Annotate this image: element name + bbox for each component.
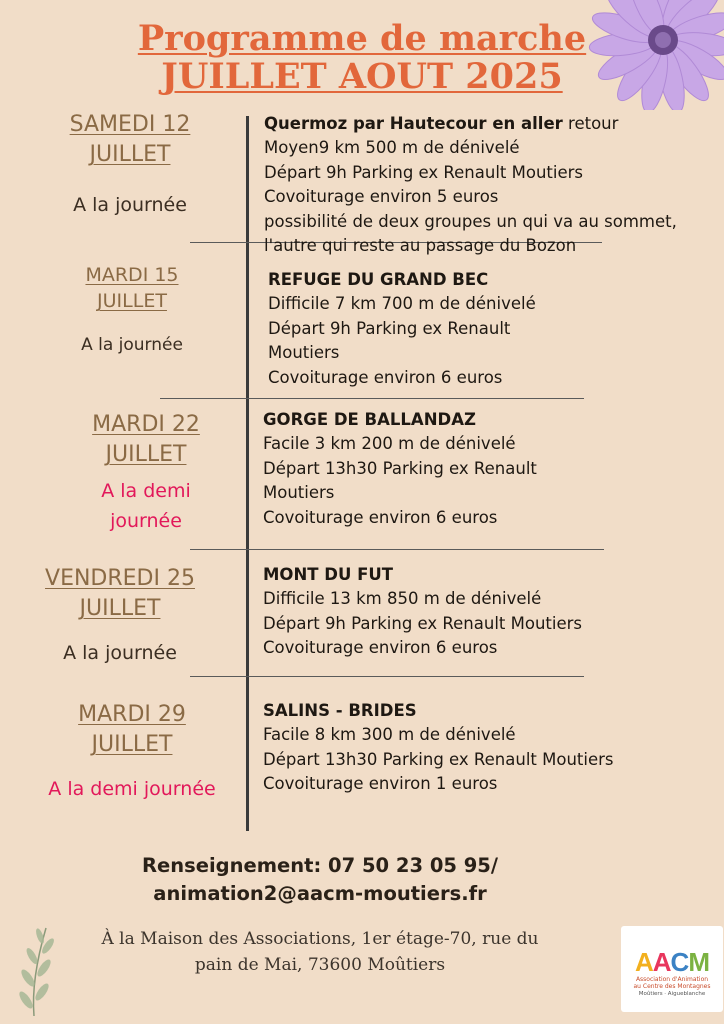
- event-date: [10, 564, 230, 668]
- event-line: Départ 9h Parking ex Renault Moutiers: [263, 613, 583, 633]
- contact-email[interactable]: animation2@aacm-moutiers.fr: [153, 882, 487, 905]
- address-line: À la Maison des Associations, 1er étage-70, rue du: [101, 929, 539, 949]
- event-details: [263, 699, 614, 797]
- event-day: MARDI 22: [92, 412, 200, 437]
- logo-subtext: Moûtiers · Aigueblanche: [638, 991, 706, 997]
- event-name: SALINS - BRIDES: [263, 701, 417, 720]
- event-day: MARDI 15: [85, 264, 179, 286]
- event-line: Difficile 7 km 700 m de dénivelé: [268, 294, 536, 314]
- separator: [160, 398, 584, 399]
- event-duration: A la journée: [63, 642, 177, 664]
- event-day: SAMEDI 12: [69, 112, 191, 137]
- event-line: Covoiturage environ 1 euros: [263, 774, 498, 794]
- event-line: Départ 13h30 Parking ex Renault Moutiers: [263, 749, 614, 769]
- contact-phone: Renseignement: 07 50 23 05 95/: [142, 854, 498, 877]
- event-day: MARDI 29: [78, 702, 186, 727]
- event-details: [264, 112, 677, 258]
- event-line: Covoiturage environ 6 euros: [263, 638, 498, 658]
- event-date: [20, 110, 240, 220]
- event-month: JUILLET: [105, 442, 187, 467]
- event-line: Départ 9h Parking ex Renault Moutiers: [264, 162, 584, 182]
- event-name: MONT DU FUT: [263, 565, 394, 584]
- event-line: Facile 3 km 200 m de dénivelé: [263, 434, 516, 454]
- event-name: GORGE DE BALLANDAZ: [263, 410, 476, 429]
- logo-text: au Centre des Montagnes: [633, 983, 711, 990]
- event-line: Départ 9h Parking ex Renault: [268, 318, 511, 338]
- event-month: JUILLET: [89, 142, 171, 167]
- separator: [190, 676, 584, 677]
- event-line: Moyen9 km 500 m de dénivelé: [264, 138, 520, 158]
- event-line: possibilité de deux groupes un qui va au sommet,: [264, 211, 677, 231]
- event-duration: A la demi journée: [48, 778, 216, 800]
- address-line: pain de Mai, 73600 Moûtiers: [194, 955, 446, 975]
- event-name: REFUGE DU GRAND BEC: [268, 270, 489, 289]
- event-duration: journée: [110, 510, 182, 532]
- event-name-suffix: retour: [562, 114, 619, 133]
- leaf-branch-icon: [4, 922, 64, 1018]
- event-line: Départ 13h30 Parking ex Renault: [263, 458, 537, 478]
- event-date: [36, 410, 256, 536]
- event-duration: A la journée: [73, 194, 187, 216]
- event-name: Quermoz par Hautecour en aller: [264, 114, 563, 133]
- event-month: JUILLET: [91, 732, 173, 757]
- event-line: Moutiers: [268, 343, 340, 363]
- event-month: JUILLET: [79, 596, 161, 621]
- event-line: Difficile 13 km 850 m de dénivelé: [263, 589, 542, 609]
- event-duration: A la demi: [101, 480, 191, 502]
- event-details: [263, 563, 582, 661]
- logo-text: Association d'Animation: [635, 976, 709, 983]
- event-date: [22, 700, 242, 804]
- logo-mark: AACM: [634, 947, 709, 977]
- event-month: JUILLET: [97, 290, 167, 312]
- event-line: Covoiturage environ 5 euros: [264, 187, 499, 207]
- separator: [190, 549, 604, 550]
- event-line: Covoiturage environ 6 euros: [268, 367, 503, 387]
- event-line: Moutiers: [263, 483, 335, 503]
- event-date: [32, 262, 232, 360]
- event-details: [263, 408, 537, 530]
- event-line: Facile 8 km 300 m de dénivelé: [263, 725, 516, 745]
- event-day: VENDREDI 25: [45, 566, 195, 591]
- event-duration: A la journée: [81, 335, 183, 355]
- page-subtitle: JUILLET AOUT 2025: [161, 56, 563, 97]
- aacm-logo: [621, 926, 723, 1012]
- page-title: Programme de marche: [137, 18, 587, 59]
- event-line: l'autre qui reste au passage du Bozon: [264, 236, 577, 256]
- event-details: [268, 268, 536, 390]
- event-line: Covoiturage environ 6 euros: [263, 507, 498, 527]
